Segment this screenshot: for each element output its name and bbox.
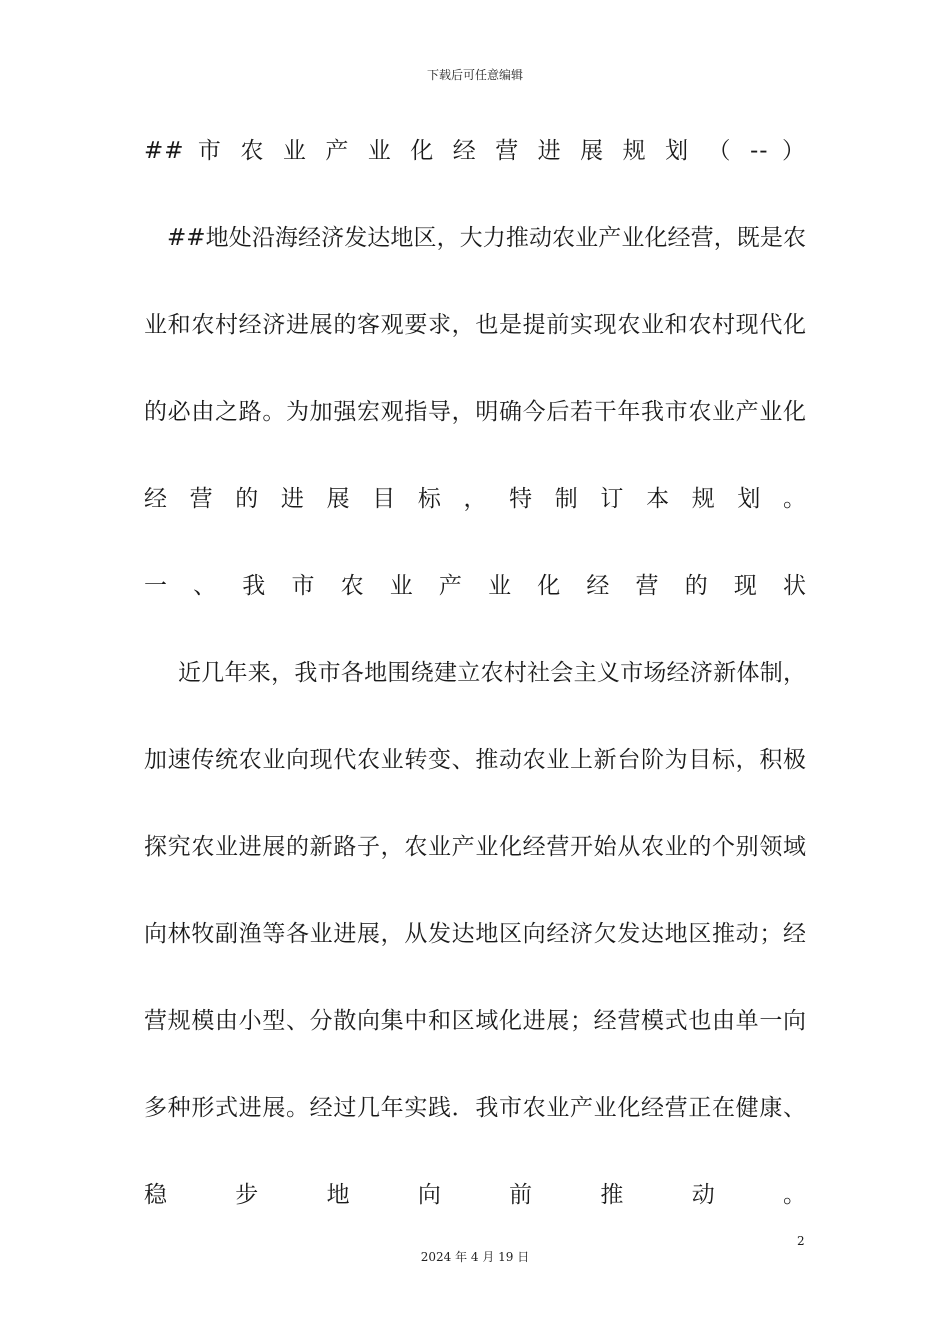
page-header: 下载后可任意编辑 [426, 68, 523, 82]
paragraph-line: 加速传统农业向现代农业转变、推动农业上新台阶为目标，积极 [144, 747, 806, 773]
document-title: ## 市 农 业 产 业 化 经 营 进 展 规 划 （ -- ） [144, 138, 806, 164]
paragraph-line: 稳 步 地 向 前 推 动 。 [144, 1182, 806, 1208]
paragraph-line: 向林牧副渔等各业进展，从发达地区向经济欠发达地区推动；经 [144, 921, 806, 947]
paragraph-line: 近几年来，我市各地围绕建立农村社会主义市场经济新体制， [178, 660, 806, 686]
paragraph-line: 多种形式进展。经过几年实践．我市农业产业化经营正在健康、 [144, 1095, 806, 1121]
paragraph-line: 的必由之路。为加强宏观指导，明确今后若干年我市农业产业化 [144, 399, 806, 425]
page-number: 2 [797, 1234, 805, 1248]
section-heading: 一 、 我 市 农 业 产 业 化 经 营 的 现 状 [144, 573, 806, 599]
page-footer-date: 2024 年 4 月 19 日 [420, 1250, 530, 1264]
paragraph-line: 营规模由小型、分散向集中和区域化进展；经营模式也由单一向 [144, 1008, 806, 1034]
paragraph-line: 经 营 的 进 展 目 标 ， 特 制 订 本 规 划 。 [144, 486, 806, 512]
paragraph-line: 业和农村经济进展的客观要求，也是提前实现农业和农村现代化 [144, 312, 806, 338]
paragraph-line: 探究农业进展的新路子，农业产业化经营开始从农业的个别领域 [144, 834, 806, 860]
paragraph-line: ##地处沿海经济发达地区，大力推动农业产业化经营，既是农 [167, 225, 806, 251]
document-body [144, 128, 806, 1259]
